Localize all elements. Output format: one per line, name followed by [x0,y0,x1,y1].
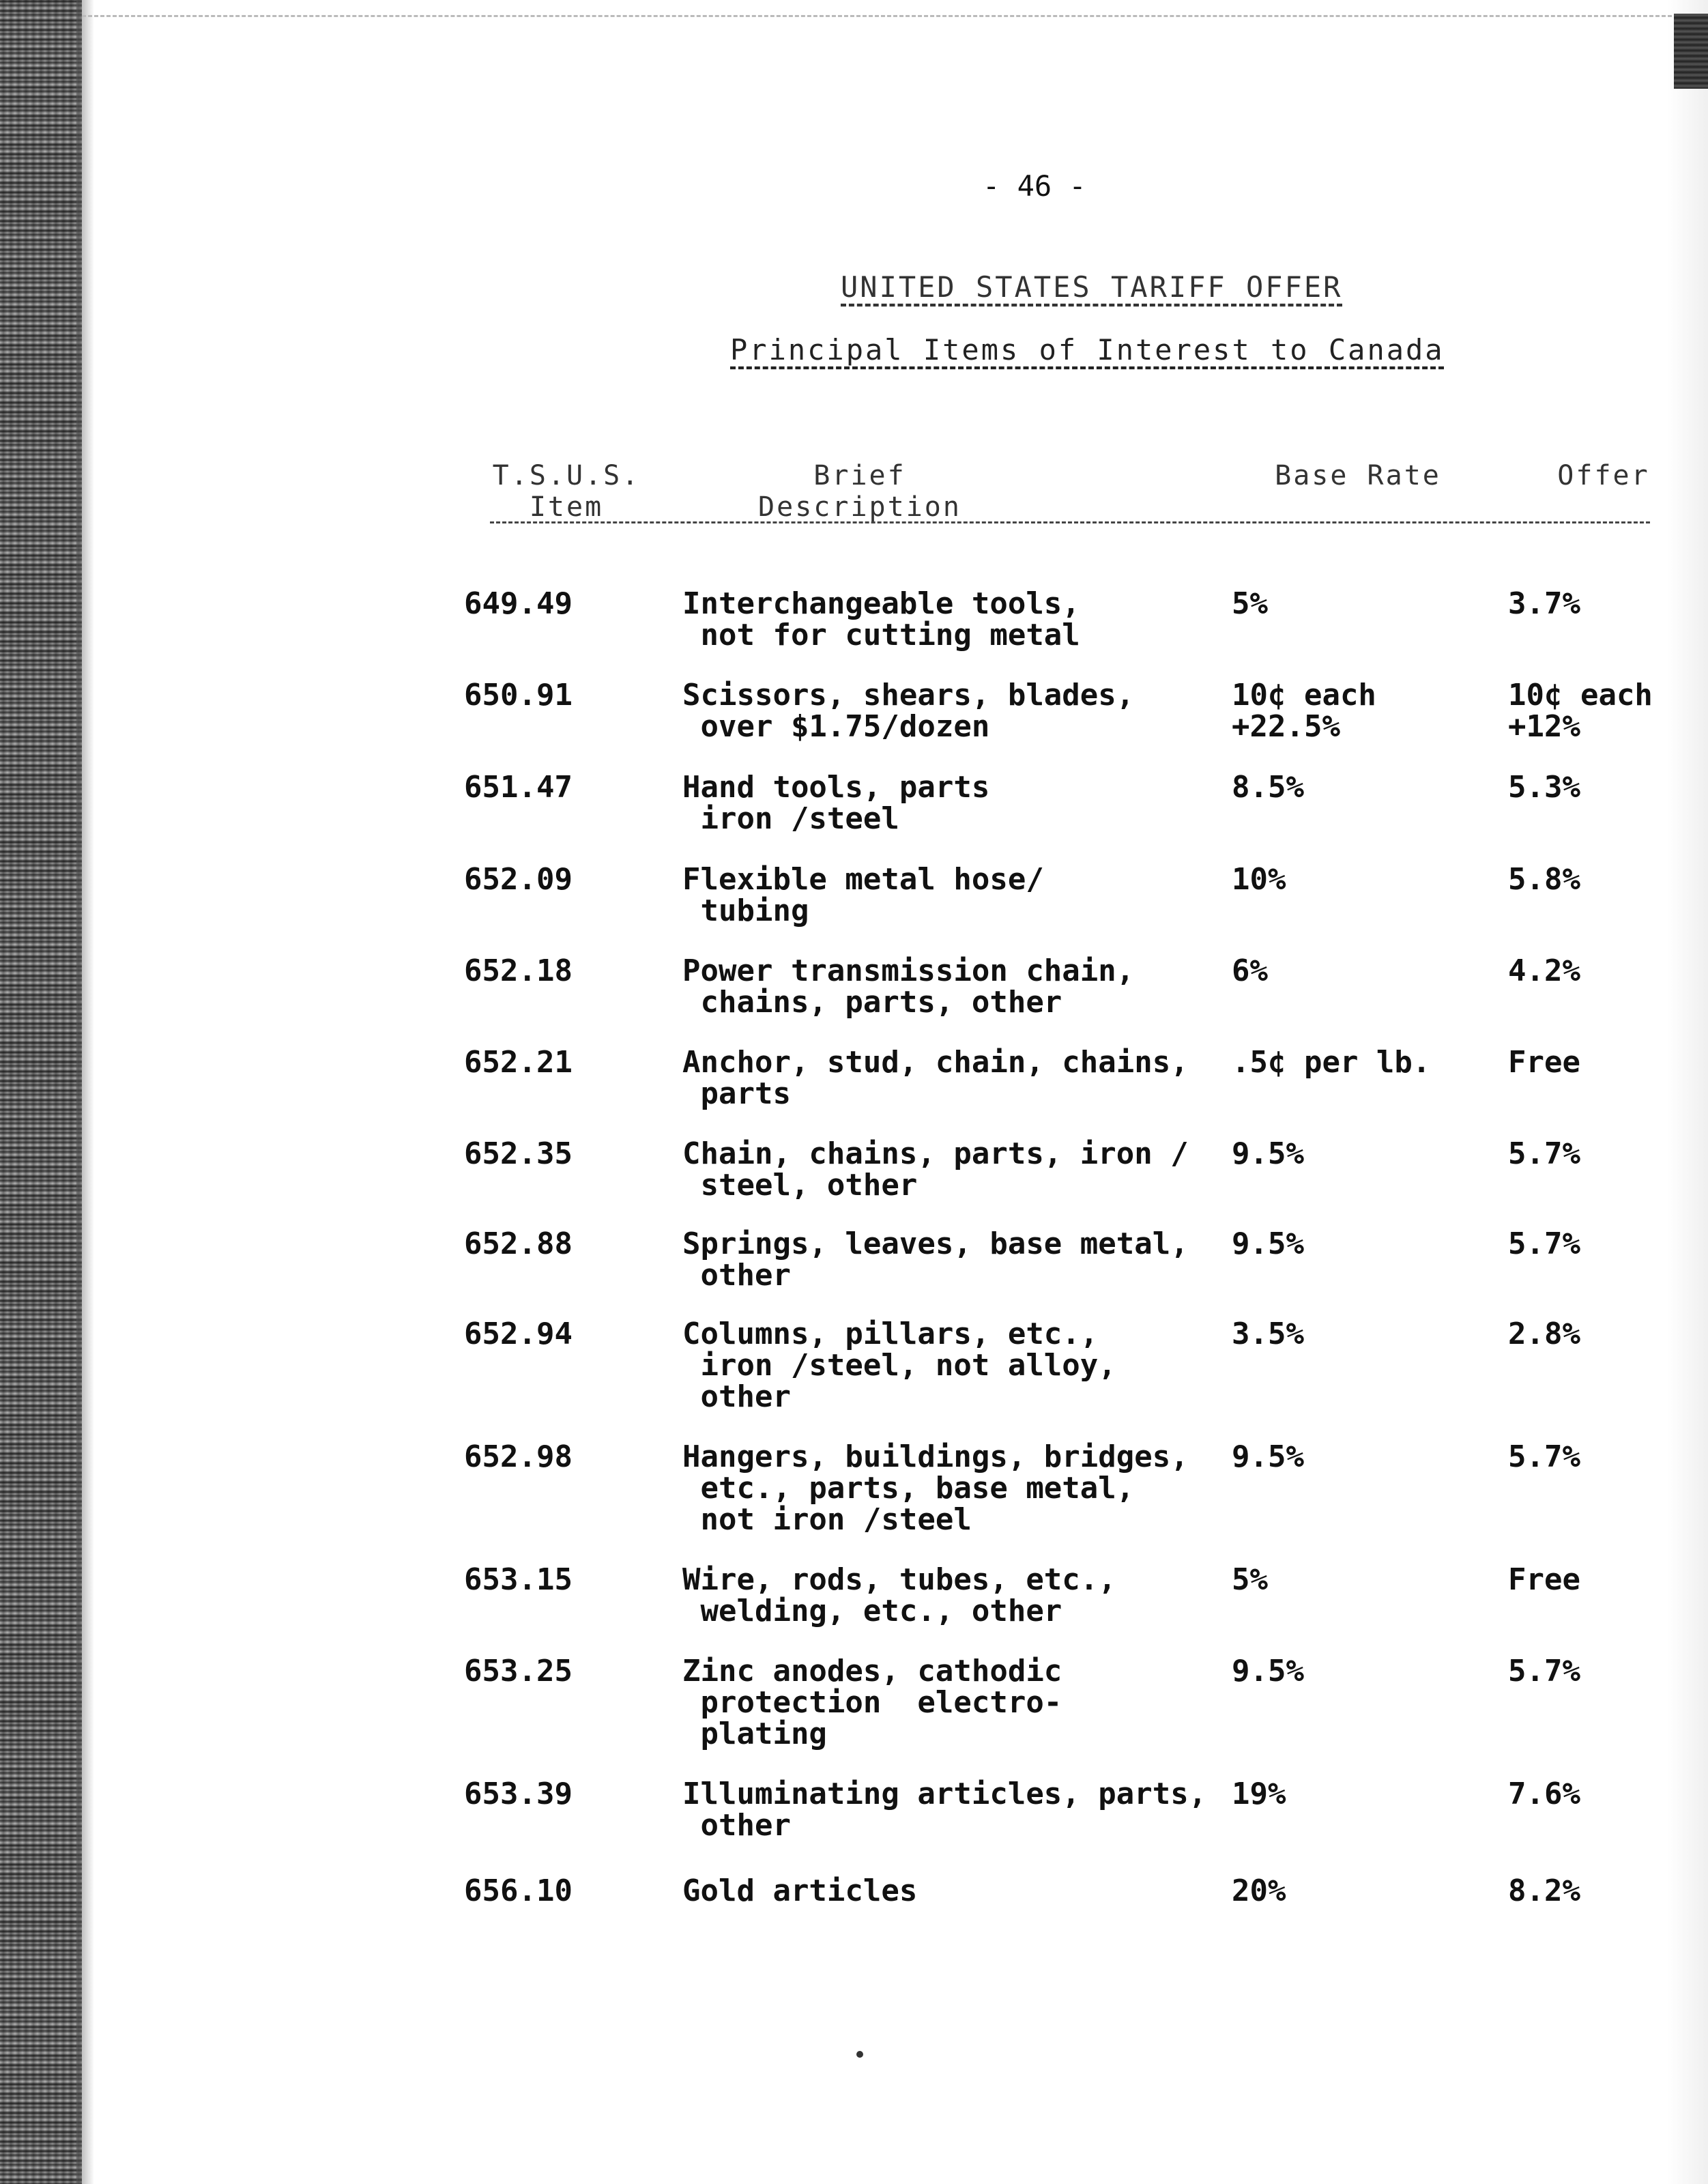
item-description: Interchangeable tools, not for cutting metal [682,586,1080,652]
item-number: 652.21 [464,1045,573,1080]
item-description: Illuminating articles, parts, other [682,1777,1207,1843]
table-row [0,1228,1708,1310]
document-subtitle: Principal Items of Interest to Canada [730,333,1445,367]
item-number: 653.15 [464,1562,573,1597]
table-row [0,953,1708,1037]
base-rate: 5% [1232,586,1268,621]
base-rate: 9.5% [1232,1226,1304,1261]
item-number: 652.18 [464,953,573,988]
table-row [0,1439,1708,1537]
table-row [0,1654,1708,1751]
page-number: - 46 - [983,169,1086,203]
base-rate: 10¢ each +22.5% [1232,678,1376,744]
base-rate: .5¢ per lb. [1232,1045,1431,1080]
item-description: Chain, chains, parts, iron / steel, other [682,1136,1189,1203]
offer-rate: 5.7% [1508,1654,1580,1689]
item-number: 652.35 [464,1136,573,1171]
base-rate: 9.5% [1232,1439,1304,1474]
item-description: Flexible metal hose/ tubing [682,862,1044,928]
item-description: Hand tools, parts iron /steel [682,770,990,836]
document-title: UNITED STATES TARIFF OFFER [841,270,1343,304]
scan-speck [856,2051,863,2058]
item-description: Gold articles [682,1873,918,1908]
base-rate: 10% [1232,862,1286,897]
offer-rate: 2.8% [1508,1317,1580,1351]
column-header-base-rate: Base Rate [1275,460,1441,491]
item-number: 651.47 [464,770,573,805]
item-number: 656.10 [464,1873,573,1908]
table-row [0,1564,1708,1646]
item-description: Columns, pillars, etc., iron /steel, not alloy, other [682,1317,1116,1414]
table-row [0,1317,1708,1414]
offer-rate: 10¢ each +12% [1508,678,1653,744]
column-header-item: T.S.U.S. Item [492,460,641,523]
table-row [0,1047,1708,1129]
item-description: Springs, leaves, base metal, other [682,1226,1189,1293]
offer-rate: 5.3% [1508,770,1580,805]
base-rate: 3.5% [1232,1317,1304,1351]
column-header-offer: Offer [1557,460,1650,491]
item-number: 653.25 [464,1654,573,1689]
item-description: Zinc anodes, cathodic protection electro- plating [682,1654,1062,1751]
header-rule [490,521,1650,523]
base-rate: 19% [1232,1777,1286,1811]
item-description: Scissors, shears, blades, over $1.75/dozen [682,678,1135,744]
table-row [0,680,1708,762]
item-description: Hangers, buildings, bridges, etc., parts, base metal, not iron /steel [682,1439,1189,1537]
item-number: 650.91 [464,678,573,713]
scan-edge-top [82,0,1672,17]
item-description: Power transmission chain, chains, parts, other [682,953,1135,1020]
offer-rate: 8.2% [1508,1873,1580,1908]
table-row [0,772,1708,854]
item-number: 649.49 [464,586,573,621]
offer-rate: 4.2% [1508,953,1580,988]
table-row [0,588,1708,670]
table-row [0,1779,1708,1860]
offer-rate: Free [1508,1562,1580,1597]
item-number: 652.09 [464,862,573,897]
offer-rate: 5.7% [1508,1439,1580,1474]
item-number: 652.94 [464,1317,573,1351]
table-row [0,864,1708,946]
item-number: 652.88 [464,1226,573,1261]
item-description: Wire, rods, tubes, etc., welding, etc., other [682,1562,1116,1628]
item-description: Anchor, stud, chain, chains, parts [682,1045,1189,1111]
scan-binding-mark [1674,14,1708,89]
base-rate: 8.5% [1232,770,1304,805]
offer-rate: Free [1508,1045,1580,1080]
column-header-description: Brief Description [758,460,961,523]
offer-rate: 3.7% [1508,586,1580,621]
base-rate: 20% [1232,1873,1286,1908]
item-number: 653.39 [464,1777,573,1811]
item-number: 652.98 [464,1439,573,1474]
offer-rate: 5.8% [1508,862,1580,897]
offer-rate: 7.6% [1508,1777,1580,1811]
offer-rate: 5.7% [1508,1226,1580,1261]
base-rate: 9.5% [1232,1654,1304,1689]
table-row [0,1873,1708,1957]
base-rate: 9.5% [1232,1136,1304,1171]
table-row [0,1138,1708,1220]
offer-rate: 5.7% [1508,1136,1580,1171]
base-rate: 6% [1232,953,1268,988]
base-rate: 5% [1232,1562,1268,1597]
